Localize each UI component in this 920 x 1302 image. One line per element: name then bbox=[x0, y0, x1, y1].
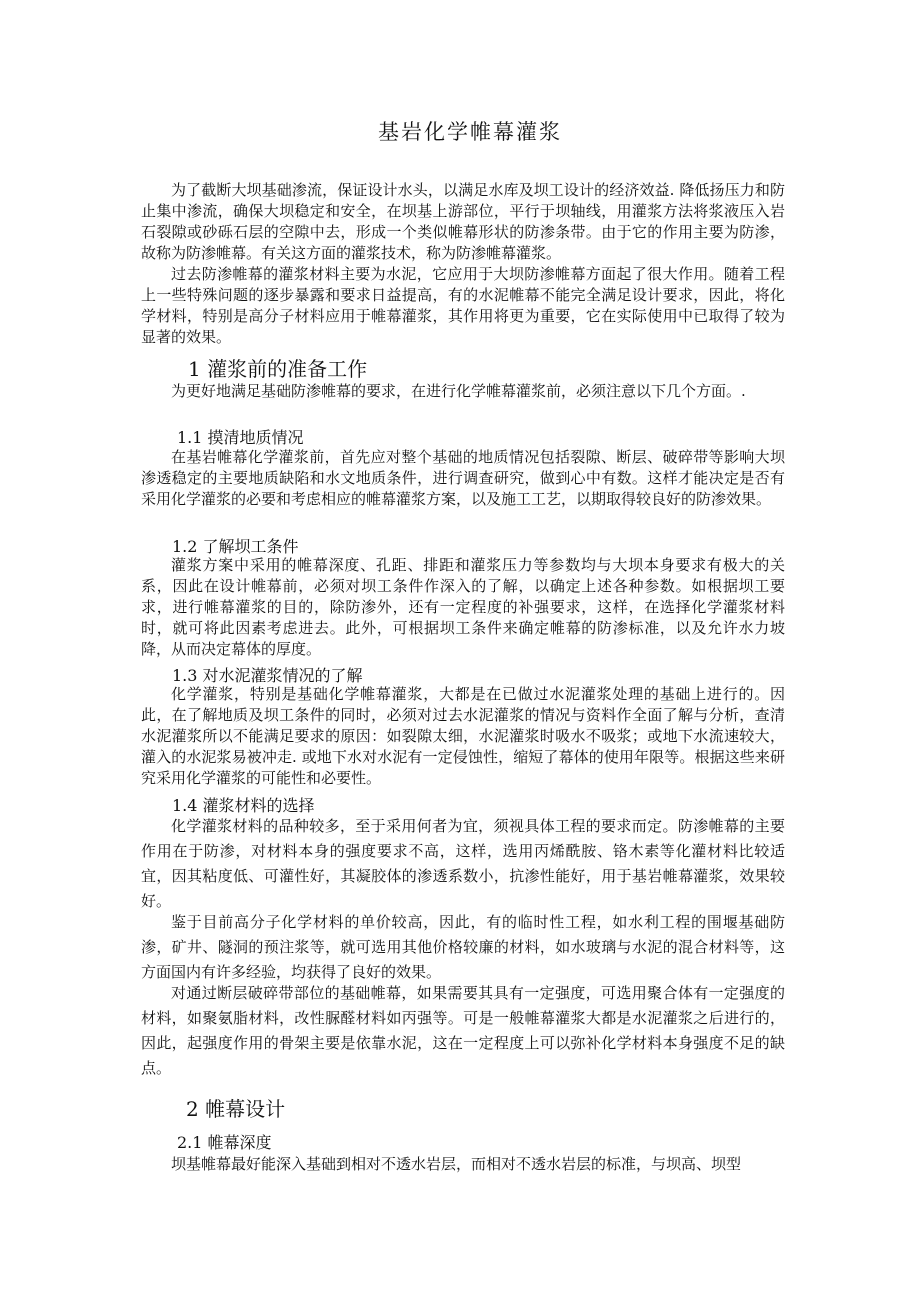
section-1-intro: 为更好地满足基础防渗帷幕的要求，在进行化学帷幕灌浆前，必须注意以下几个方面。. bbox=[171, 382, 746, 400]
section-1-4-heading: 1.4 灌浆材料的选择 bbox=[172, 796, 315, 815]
section-1-4-paragraph-1: 化学灌浆材料的品种较多，至于采用何者为宜，须视具体工程的要求而定。防渗帷幕的主要作用在于防渗，对材料本身的强度要求不高，这样，选用丙烯酰胺、铬木素等化灌材料比较适宜，因其粘度低、可灌性好，其凝胶体的渗透系数小，抗渗性能好，用于基岩帷幕灌浆，效果较好。 bbox=[141, 817, 785, 910]
intro-paragraph-1: 为了截断大坝基础渗流，保证设计水头，以满足水库及坝工设计的经济效益. 降低扬压力和防止集中渗流，确保大坝稳定和安全，在坝基上游部位，平行于坝轴线，用灌浆方法将浆液压入岩石裂隙或砂砾石层的空隙中去，形成一个类似帷幕形状的防渗条带。由于它的作用主要为防渗，故称为防渗帷幕。有关这方面的灌浆技术，称为防渗帷幕灌浆。 bbox=[141, 181, 785, 262]
section-1-heading: 1 灌浆前的准备工作 bbox=[188, 357, 368, 381]
section-1-3-heading: 1.3 对水泥灌浆情况的了解 bbox=[172, 666, 363, 685]
document-title: 基岩化学帷幕灌浆 bbox=[378, 120, 562, 144]
section-1-2-heading: 1.2 了解坝工条件 bbox=[172, 537, 299, 556]
section-1-3-text: 化学灌浆，特别是基础化学帷幕灌浆，大都是在已做过水泥灌浆处理的基础上进行的。因此，在了解地质及坝工条件的同时，必须对过去水泥灌浆的情况与资料作全面了解与分析，查清水泥灌浆所以不能满足要求的原因：如裂隙太细，水泥灌浆时吸水不吸浆；或地下水流速较大，灌入的水泥浆易被冲走. 或地下水对水泥有一定侵蚀性，缩短了幕体的使用年限等。根据这些来研究采用化学灌浆的可能性和必要性。 bbox=[141, 685, 785, 787]
section-2-heading: 2 帷幕设计 bbox=[186, 1097, 286, 1121]
intro-paragraph-2: 过去防渗帷幕的灌浆材料主要为水泥，它应用于大坝防渗帷幕方面起了很大作用。随着工程上一些特殊问题的逐步暴露和要求日益提高，有的水泥帷幕不能完全满足设计要求，因此，将化学材料，特别是高分子材料应用于帷幕灌浆，其作用将更为重要，它在实际使用中已取得了较为显著的效果。 bbox=[141, 265, 785, 346]
section-2-1-text: 坝基帷幕最好能深入基础到相对不透水岩层，而相对不透水岩层的标准，与坝高、坝型 bbox=[171, 1155, 742, 1173]
section-2-1-heading: 2.1 帷幕深度 bbox=[177, 1133, 272, 1152]
section-1-1-heading: 1.1 摸清地质情况 bbox=[177, 428, 304, 447]
section-1-2-text: 灌浆方案中采用的帷幕深度、孔距、排距和灌浆压力等参数均与大坝本身要求有极大的关系，因此在设计帷幕前，必须对坝工条件作深入的了解，以确定上述各种参数。如根据坝工要求，进行帷幕灌浆的目的，除防渗外，还有一定程度的补强要求，这样，在选择化学灌浆材料时，就可将此因素考虑进去。此外，可根据坝工条件来确定帷幕的防渗标准，以及允许水力坡降，从而决定幕体的厚度。 bbox=[141, 556, 785, 658]
section-1-4-paragraph-2: 鉴于目前高分子化学材料的单价较高，因此，有的临时性工程，如水利工程的围堰基础防渗，矿井、隧洞的预注浆等，就可选用其他价格较廉的材料，如水玻璃与水泥的混合材料等，这方面国内有许多经验，均获得了良好的效果。 bbox=[141, 913, 785, 981]
section-1-1-text: 在基岩帷幕化学灌浆前，首先应对整个基础的地质情况包括裂隙、断层、破碎带等影响大坝渗透稳定的主要地质缺陷和水文地质条件，进行调查研究，做到心中有数。这样才能决定是否有采用化学灌浆的必要和考虑相应的帷幕灌浆方案，以及施工工艺，以期取得较良好的防渗效果。 bbox=[141, 448, 785, 508]
section-1-4-paragraph-3: 对通过断层破碎带部位的基础帷幕，如果需要其具有一定强度，可选用聚合体有一定强度的材料，如聚氨脂材料，改性脲醛材料如丙强等。可是一般帷幕灌浆大都是水泥灌浆之后进行的，因此，起强度作用的骨架主要是依靠水泥，这在一定程度上可以弥补化学材料本身强度不足的缺点。 bbox=[141, 984, 785, 1077]
